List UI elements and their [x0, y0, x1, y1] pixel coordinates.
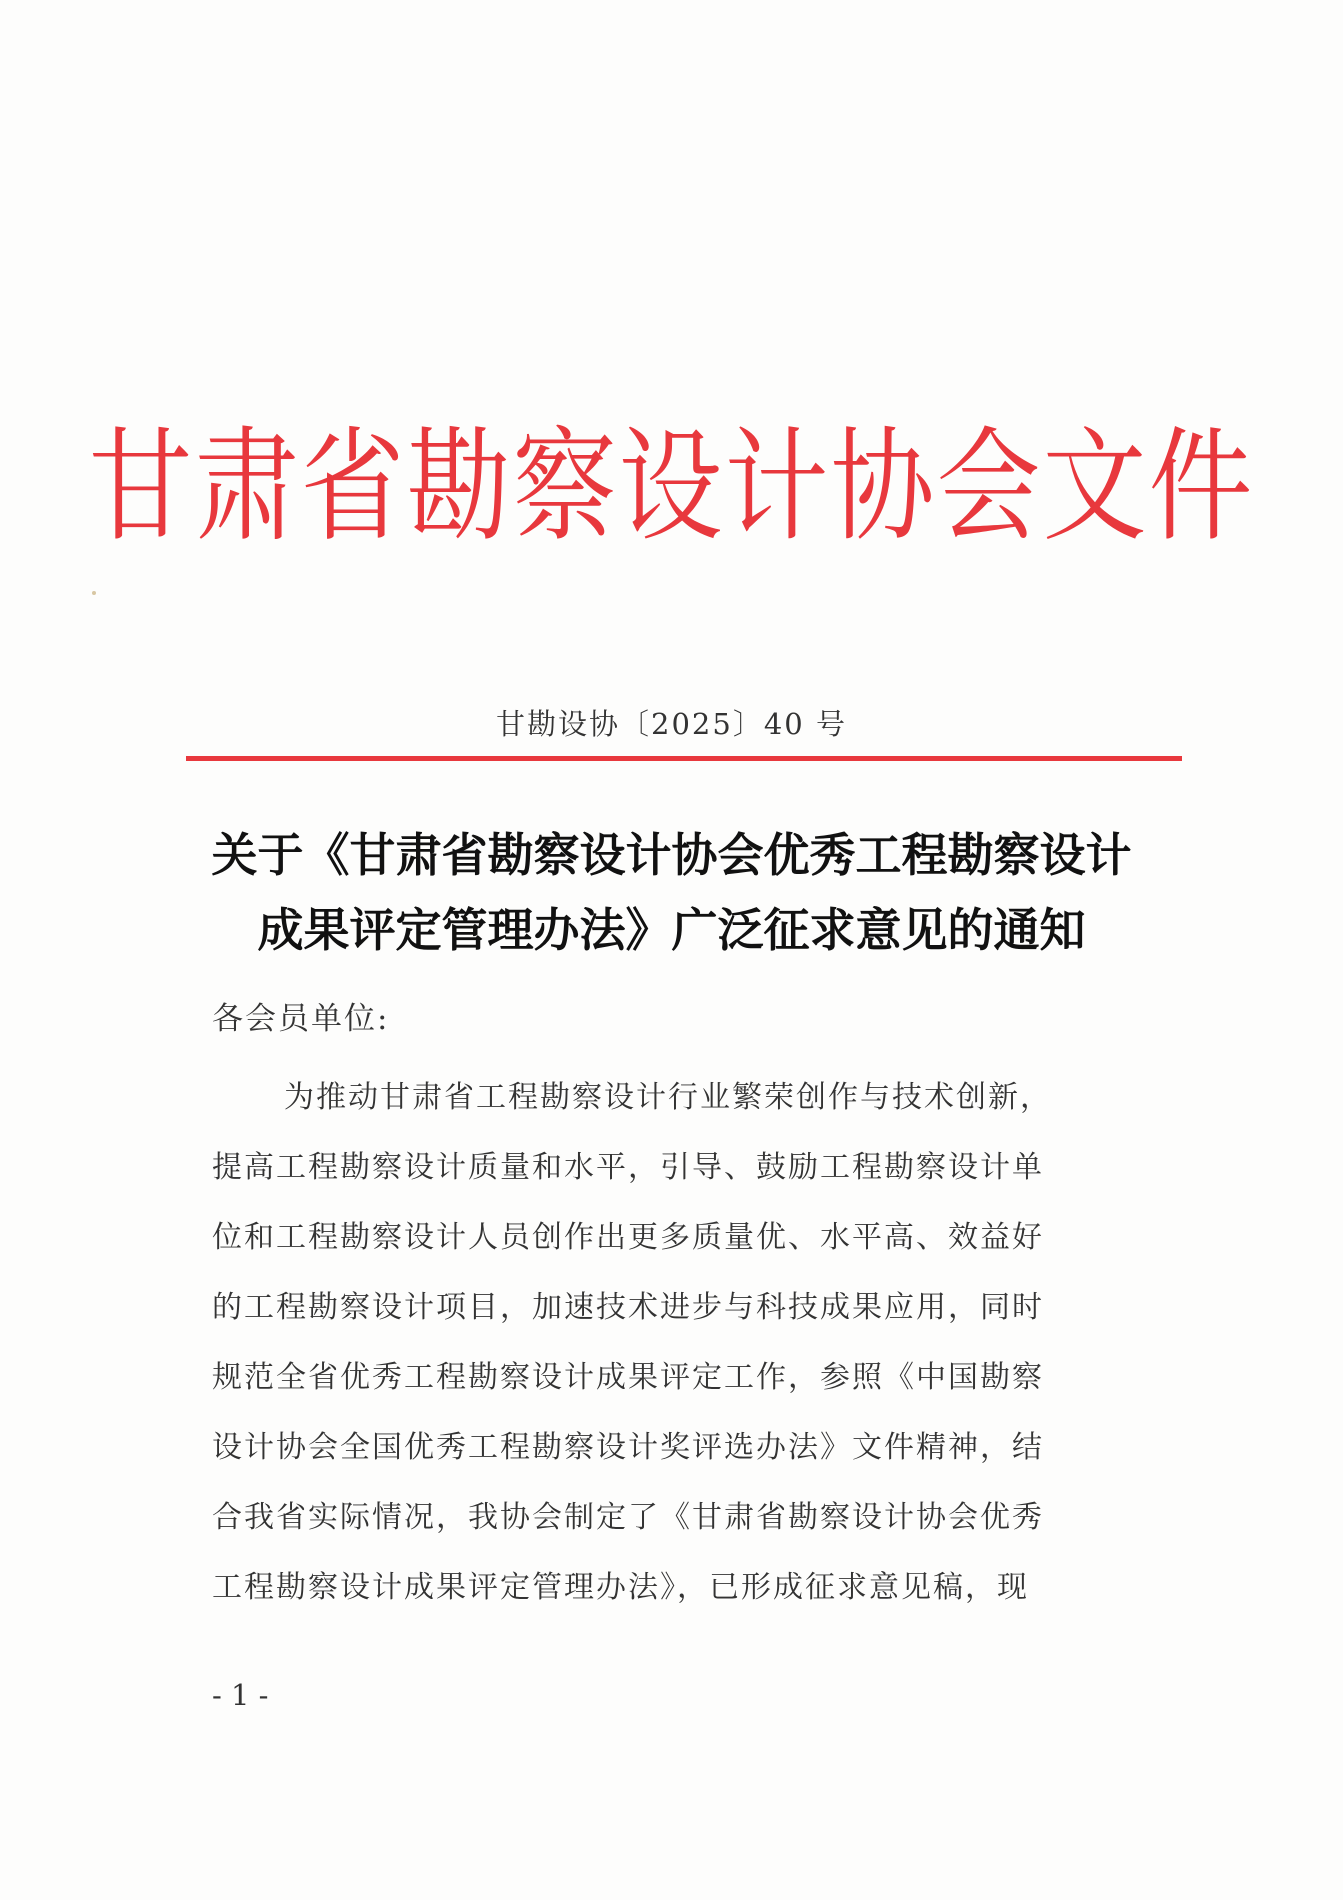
body-line: 的工程勘察设计项目，加速技术进步与科技成果应用，同时: [212, 1290, 1044, 1325]
notice-title: [160, 818, 1183, 968]
body-line: 规范全省优秀工程勘察设计成果评定工作，参照《中国勘察: [212, 1360, 1044, 1395]
title-line: 关于《甘肃省勘察设计协会优秀工程勘察设计: [211, 828, 1132, 882]
body-line: 合我省实际情况，我协会制定了《甘肃省勘察设计协会优秀: [212, 1500, 1044, 1535]
masthead-title: 甘肃省勘察设计协会文件: [88, 414, 1255, 559]
scan-speck: [92, 591, 96, 595]
red-divider-line: [186, 756, 1182, 761]
body-line: 工程勘察设计成果评定管理办法》，已形成征求意见稿，现: [212, 1570, 1029, 1605]
document-number: 甘勘设协〔2025〕40 号: [496, 707, 847, 741]
body-line: 设计协会全国优秀工程勘察设计奖评选办法》文件精神，结: [212, 1430, 1044, 1465]
page-number: - 1 -: [212, 1678, 269, 1712]
body-line: 位和工程勘察设计人员创作出更多质量优、水平高、效益好: [212, 1220, 1044, 1255]
body-line: 提高工程勘察设计质量和水平，引导、鼓励工程勘察设计单: [212, 1150, 1044, 1185]
body-paragraph: [212, 1063, 1142, 1623]
title-line: 成果评定管理办法》广泛征求意见的通知: [257, 903, 1086, 957]
body-line: 为推动甘肃省工程勘察设计行业繁荣创作与技术创新，: [284, 1080, 1052, 1115]
salutation: 各会员单位:: [212, 1001, 390, 1037]
